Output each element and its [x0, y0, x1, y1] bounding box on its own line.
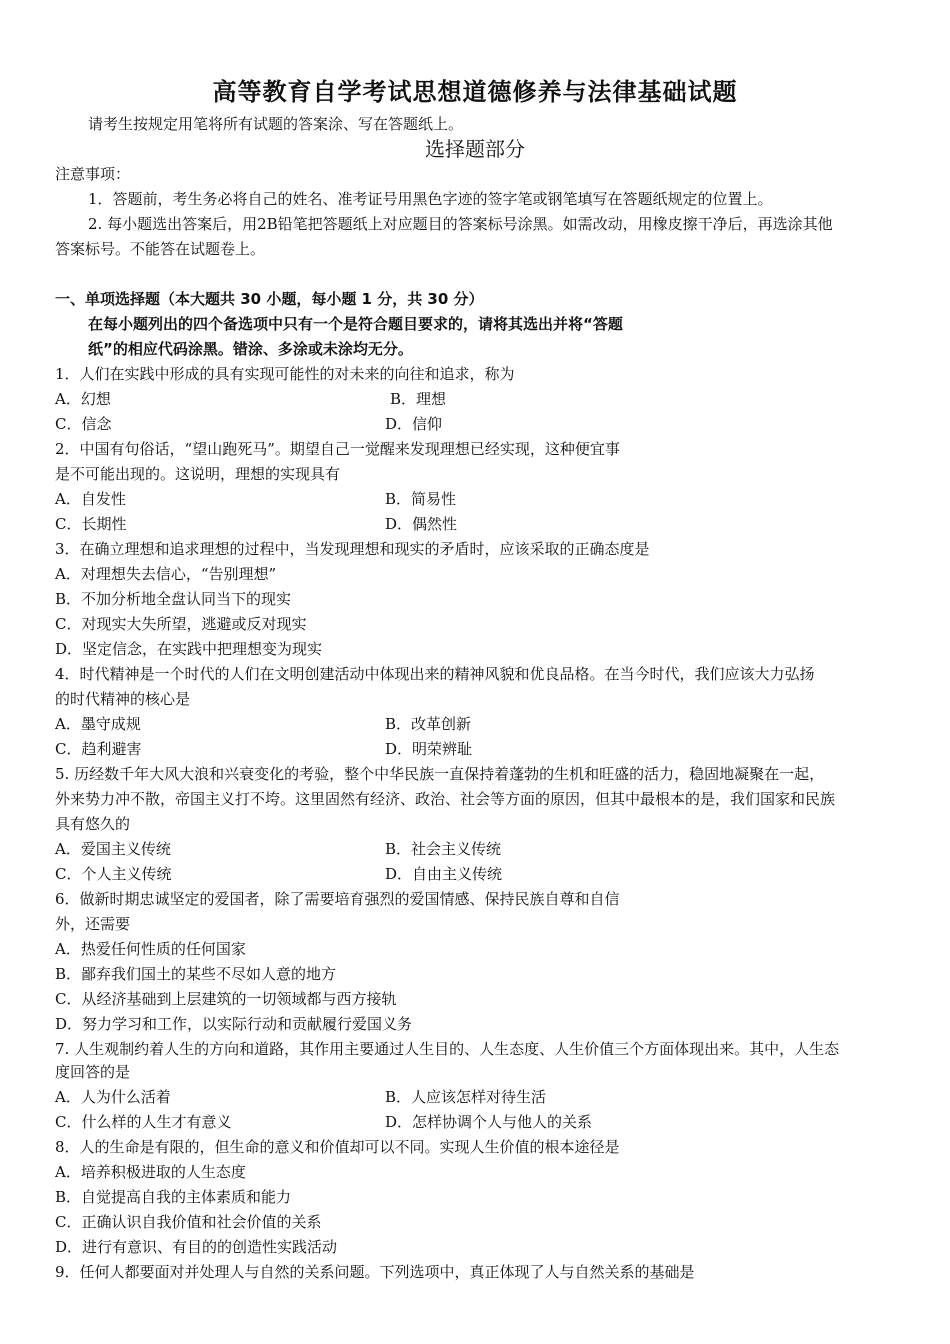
question-5-stem-cont: 外来势力冲不散，帝国主义打不垮。这里固然有经济、政治、社会等方面的原因，但其中最根本的是，我们国家和民族: [55, 790, 836, 808]
q1-option-b: B．理想: [390, 390, 447, 408]
q7-option-b: B．人应该怎样对待生活: [385, 1088, 547, 1106]
instruction-text: 请考生按规定用笔将所有试题的答案涂、写在答题纸上。: [88, 115, 464, 133]
q2-option-c: C．长期性: [55, 515, 127, 533]
q3-option-a: A．对理想失去信心，“告别理想”: [55, 565, 277, 583]
question-2-stem-cont: 是不可能出现的。这说明，理想的实现具有: [55, 465, 341, 483]
q6-option-c: C．从经济基础到上层建筑的一切领域都与西方接轨: [55, 990, 397, 1008]
question-2-stem: 2．中国有句俗话，“望山跑死马”。期望自己一觉醒来发现理想已经实现，这种便宜事: [55, 440, 620, 458]
question-3-stem: 3．在确立理想和追求理想的过程中，当发现理想和现实的矛盾时，应该采取的正确态度是: [55, 540, 650, 558]
q4-option-b: B．改革创新: [385, 715, 472, 733]
q1-option-c: C．信念: [55, 415, 112, 433]
q4-option-c: C．趋利避害: [55, 740, 142, 758]
q7-option-d: D．怎样协调个人与他人的关系: [385, 1113, 593, 1131]
q3-option-d: D．坚定信念，在实践中把理想变为现实: [55, 640, 323, 658]
note-item-1: 1．答题前，考生务必将自己的姓名、准考证号用黑色字迹的签字笔或钢笔填写在答题纸规定的位置上。: [88, 190, 773, 208]
q8-option-d: D．进行有意识、有目的的创造性实践活动: [55, 1238, 338, 1256]
q8-option-b: B．自觉提高自我的主体素质和能力: [55, 1188, 292, 1206]
q3-option-c: C．对现实大失所望，逃避或反对现实: [55, 615, 307, 633]
exam-title: 高等教育自学考试思想道德修养与法律基础试题: [212, 78, 738, 106]
q1-option-a: A．幻想: [55, 390, 111, 408]
part1-desc: 在每小题列出的四个备选项中只有一个是符合题目要求的，请将其选出并将“答题: [88, 315, 623, 333]
note-item-2-cont: 答案标号。不能答在试题卷上。: [55, 240, 266, 258]
q7-option-c: C．什么样的人生才有意义: [55, 1113, 232, 1131]
question-1-stem: 1．人们在实践中形成的具有实现可能性的对未来的向往和追求，称为: [55, 365, 515, 383]
q5-option-c: C．个人主义传统: [55, 865, 172, 883]
question-6-stem-cont: 外，还需要: [55, 915, 131, 933]
q4-option-a: A．墨守成规: [55, 715, 141, 733]
section-heading: 选择题部分: [425, 137, 525, 161]
part1-desc-cont: 纸”的相应代码涂黑。错涂、多涂或未涂均无分。: [88, 340, 413, 358]
question-5-stem: 5. 历经数千年大风大浪和兴衰变化的考验，整个中华民族一直保持着蓬勃的生机和旺盛的活力，稳固地凝聚在一起，: [55, 765, 825, 783]
q3-option-b: B．不加分析地全盘认同当下的现实: [55, 590, 292, 608]
question-4-stem-cont: 的时代精神的核心是: [55, 690, 191, 708]
question-5-stem-end: 具有悠久的: [55, 815, 131, 833]
question-4-stem: 4．时代精神是一个时代的人们在文明创建活动中体现出来的精神风貌和优良品格。在当今时代，我们应该大力弘扬: [55, 665, 815, 683]
q6-option-d: D．努力学习和工作，以实际行动和贡献履行爱国义务: [55, 1015, 413, 1033]
q5-option-d: D．自由主义传统: [385, 865, 503, 883]
question-8-stem: 8．人的生命是有限的，但生命的意义和价值却可以不同。实现人生价值的根本途径是: [55, 1138, 620, 1156]
q8-option-a: A．培养积极进取的人生态度: [55, 1163, 246, 1181]
q8-option-c: C．正确认识自我价值和社会价值的关系: [55, 1213, 322, 1231]
question-9-stem: 9．任何人都要面对并处理人与自然的关系问题。下列选项中，真正体现了人与自然关系的基础是: [55, 1263, 695, 1281]
q5-option-b: B．社会主义传统: [385, 840, 502, 858]
q1-option-d: D．信仰: [385, 415, 443, 433]
question-7-stem: 7. 人生观制约着人生的方向和道路，其作用主要通过人生目的、人生态度、人生价值三个方面体现出来。其中，人生态: [55, 1040, 840, 1058]
q6-option-a: A．热爱任何性质的任何国家: [55, 940, 246, 958]
q6-option-b: B．鄙弃我们国土的某些不尽如人意的地方: [55, 965, 337, 983]
question-7-stem-cont: 度回答的是: [55, 1063, 131, 1081]
q2-option-a: A．自发性: [55, 490, 126, 508]
q5-option-a: A．爱国主义传统: [55, 840, 171, 858]
notes-label: 注意事项：: [55, 165, 131, 183]
q7-option-a: A．人为什么活着: [55, 1088, 171, 1106]
q2-option-d: D．偶然性: [385, 515, 458, 533]
part1-heading: 一、单项选择题（本大题共 30 小题，每小题 1 分，共 30 分）: [55, 290, 484, 308]
q2-option-b: B．简易性: [385, 490, 457, 508]
note-item-2: 2. 每小题选出答案后，用2B铅笔把答题纸上对应题目的答案标号涂黑。如需改动，用橡皮擦干净后，再选涂其他: [88, 215, 833, 233]
q4-option-d: D．明荣辨耻: [385, 740, 473, 758]
question-6-stem: 6．做新时期忠诚坚定的爱国者，除了需要培育强烈的爱国情感、保持民族自尊和自信: [55, 890, 620, 908]
